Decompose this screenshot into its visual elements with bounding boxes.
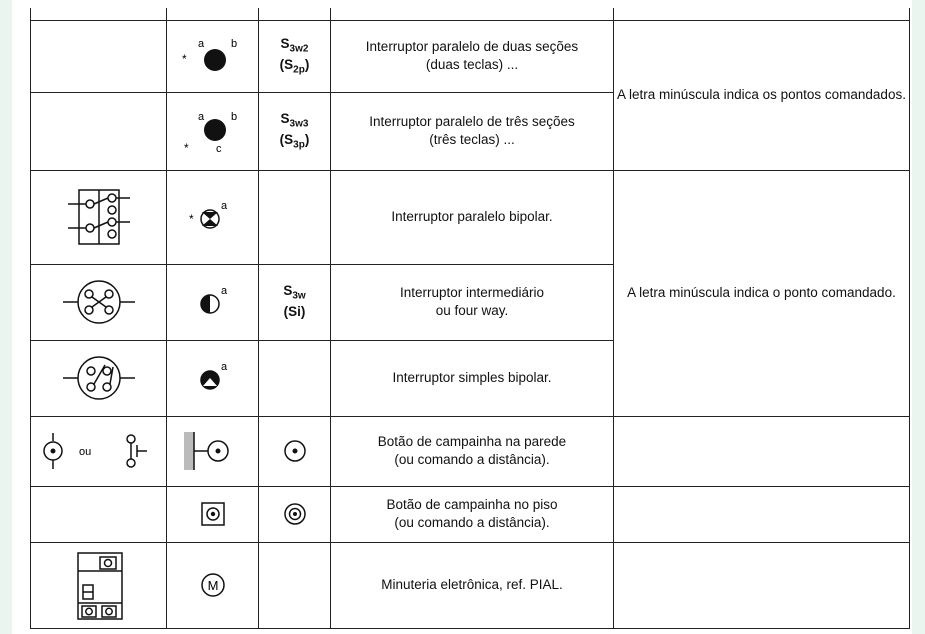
description-cell	[331, 340, 614, 416]
label2-main: (Si)	[283, 304, 306, 320]
label2-main: (S	[279, 57, 294, 72]
description-cell	[331, 170, 614, 264]
diagram-cell	[31, 542, 167, 628]
description-cell	[331, 416, 614, 486]
label-main: S	[283, 283, 293, 299]
description-line2: ou four way.	[435, 303, 509, 318]
symbol-cell	[167, 264, 259, 340]
table-row	[31, 416, 910, 486]
intermediate-switch-diagram-icon	[61, 277, 137, 327]
table-row-stub	[31, 8, 910, 20]
description-line1: Interruptor paralelo bipolar.	[391, 208, 553, 224]
wall-bell-button-diagram-icon	[39, 431, 159, 471]
diagram-cell-empty	[31, 92, 167, 170]
label-sub: 3w2	[289, 43, 309, 55]
note-cell-empty	[614, 542, 910, 628]
description-line1: Botão de campainha no piso	[386, 496, 558, 512]
label-cell-empty	[259, 340, 331, 416]
symbol-cell	[167, 170, 259, 264]
note-cell-group2	[614, 170, 910, 416]
symbol-letter-a: a	[220, 285, 227, 297]
label-sub: 3w	[292, 290, 306, 302]
symbol-letter-c: c	[215, 143, 221, 155]
symbol-cell	[167, 340, 259, 416]
label2-sub: 3p	[293, 139, 305, 151]
symbol-letter-b: b	[230, 111, 237, 123]
intermediate-switch-symbol	[188, 282, 238, 322]
table-row	[31, 486, 910, 542]
diagram-cell	[31, 170, 167, 264]
note-text-group1: A letra minúscula indica os pontos comandados.	[617, 86, 906, 102]
svg-text:*: *	[188, 212, 194, 226]
label-cell	[259, 92, 331, 170]
symbol-letter-b: b	[230, 38, 237, 50]
description-line1: Minuteria eletrônica, ref. PIAL.	[381, 576, 563, 592]
description-line1: Interruptor intermediário	[399, 284, 545, 300]
table-row	[31, 170, 910, 264]
symbol-letter-m: M	[207, 578, 218, 593]
label2-main: (S	[279, 132, 294, 147]
description-cell	[331, 542, 614, 628]
floor-bell-button-label-icon	[280, 499, 310, 529]
note-cell-group1	[614, 20, 910, 170]
bell-button-label-icon	[280, 436, 310, 466]
label-main: S	[280, 110, 290, 126]
label-cell	[259, 264, 331, 340]
symbol-cell	[167, 20, 259, 92]
description-line1: Botão de campainha na parede	[377, 433, 567, 449]
symbol-cell	[167, 416, 259, 486]
description-line2: (ou comando a distância).	[394, 515, 550, 530]
simple-bipolar-switch-symbol	[188, 358, 238, 398]
description-line1: Interruptor paralelo de três seções	[369, 113, 575, 129]
label2-close: )	[304, 57, 310, 72]
description-line2: (duas teclas) ...	[425, 57, 519, 72]
label-cell-empty	[259, 170, 331, 264]
svg-text:*: *	[183, 141, 189, 155]
diagram-cell-empty	[31, 20, 167, 92]
symbol-letter-a: a	[197, 111, 204, 123]
document-page	[12, 0, 912, 634]
description-cell	[331, 486, 614, 542]
description-line2: (três teclas) ...	[429, 132, 515, 147]
electronic-timer-diagram-icon	[69, 549, 129, 621]
description-cell	[331, 20, 614, 92]
note-cell-empty	[614, 416, 910, 486]
bipolar-parallel-switch-symbol	[183, 197, 243, 237]
symbol-cell	[167, 542, 259, 628]
symbol-cell	[167, 92, 259, 170]
table-row	[31, 542, 910, 628]
label2-sub: 2p	[293, 64, 305, 76]
diagram-cell-empty	[31, 486, 167, 542]
diagram-cell	[31, 340, 167, 416]
label-sub: 3w3	[289, 118, 309, 130]
simple-bipolar-switch-diagram-icon	[61, 353, 137, 403]
symbol-letter-a: a	[220, 361, 227, 373]
label-cell	[259, 416, 331, 486]
electronic-timer-symbol	[193, 565, 233, 605]
note-text-group2: A letra minúscula indica o ponto comandado.	[627, 284, 896, 300]
symbol-cell	[167, 486, 259, 542]
symbol-letter-a: a	[220, 200, 227, 212]
parallel-switch-3-sections-symbol	[178, 106, 248, 156]
label-cell	[259, 20, 331, 92]
or-text: ou	[78, 446, 91, 458]
description-cell	[331, 92, 614, 170]
label2-close: )	[304, 132, 310, 147]
description-line2: (ou comando a distância).	[394, 452, 550, 467]
description-line1: Interruptor simples bipolar.	[392, 369, 552, 385]
parallel-switch-2-sections-symbol	[178, 33, 248, 79]
description-line1: Interruptor paralelo de duas seções	[365, 38, 579, 54]
wall-bell-button-symbol	[178, 429, 248, 473]
diagram-cell	[31, 264, 167, 340]
description-cell	[331, 264, 614, 340]
symbol-table	[30, 8, 910, 629]
label-cell-empty	[259, 542, 331, 628]
label-main: S	[280, 35, 290, 51]
svg-text:*: *	[181, 52, 187, 66]
table-row	[31, 20, 910, 92]
bipolar-parallel-switch-diagram-icon	[64, 186, 134, 248]
label-cell	[259, 486, 331, 542]
floor-bell-button-symbol	[198, 499, 228, 529]
symbol-letter-a: a	[197, 38, 204, 50]
note-cell-empty	[614, 486, 910, 542]
diagram-cell	[31, 416, 167, 486]
